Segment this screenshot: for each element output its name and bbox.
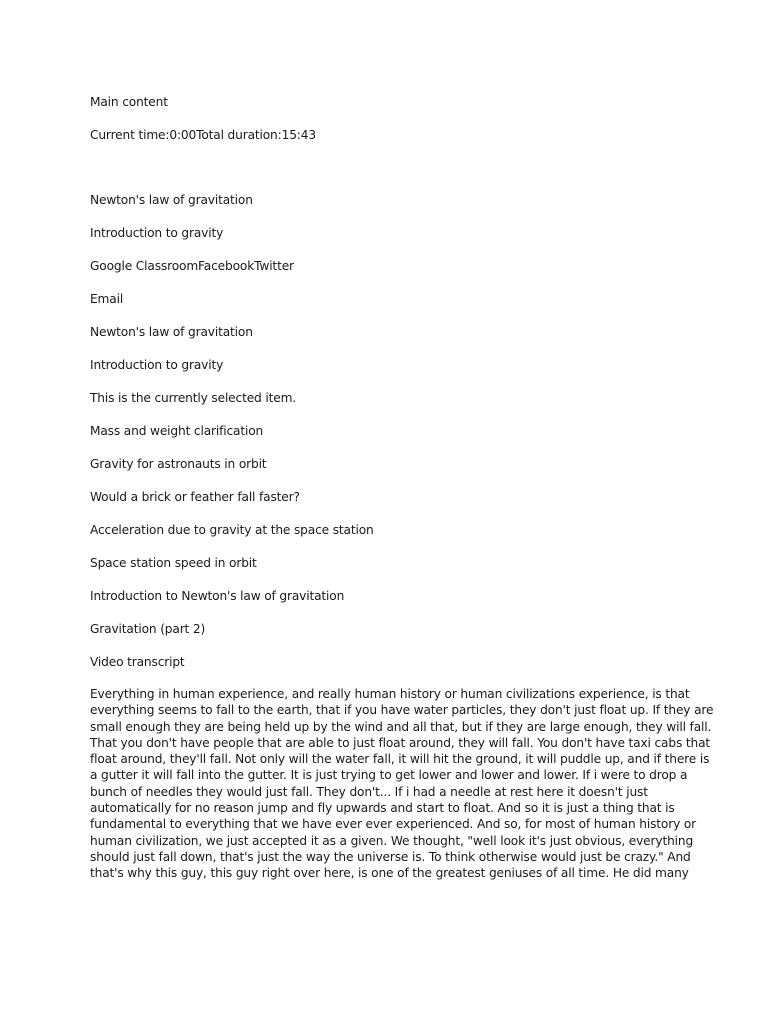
transcript-line: automatically for no reason jump and fly upwards and start to float. And so it is just a thing that is bbox=[90, 801, 675, 816]
transcript-line: human civilization, we just accepted it as a given. We thought, "well look it's just obvious, everything bbox=[90, 833, 694, 848]
playlist-item[interactable]: Newton's law of gravitation bbox=[90, 325, 253, 339]
transcript-line: fundamental to everything that we have ever ever experienced. And so, for most of human history or bbox=[90, 817, 697, 832]
transcript-line: a gutter it will fall into the gutter. It is just trying to get lower and lower and lower. If i were to drop a bbox=[90, 768, 688, 783]
transcript-line: everything seems to fall to the earth, that if you have water particles, they don't just float up. If they are bbox=[90, 703, 714, 718]
video-subtitle: Introduction to gravity bbox=[90, 226, 224, 240]
video-title: Newton's law of gravitation bbox=[90, 193, 253, 207]
share-links[interactable]: Google ClassroomFacebookTwitter bbox=[90, 259, 294, 273]
transcript-line: bunch of needles they would just fall. They don't... If i had a needle at rest here it doesn't just bbox=[90, 784, 648, 799]
transcript-line: float around, they'll fall. Not only will the water fall, it will hit the ground, it will puddle up, and if there is bbox=[90, 752, 710, 767]
playlist-item[interactable]: Acceleration due to gravity at the space station bbox=[90, 523, 374, 537]
player-time-readout: Current time:0:00Total duration:15:43 bbox=[90, 128, 316, 142]
playlist-item[interactable]: Gravity for astronauts in orbit bbox=[90, 457, 267, 471]
playlist-item[interactable]: Introduction to Newton's law of gravitation bbox=[90, 589, 345, 603]
transcript-line: should just fall down, that's just the way the universe is. To think otherwise would just be crazy." And bbox=[90, 849, 691, 864]
share-email-link[interactable]: Email bbox=[90, 292, 124, 306]
playlist-item[interactable]: Gravitation (part 2) bbox=[90, 622, 206, 636]
transcript-line: Everything in human experience, and really human history or human civilizations experience, is that bbox=[90, 687, 690, 701]
selected-item-note: This is the currently selected item. bbox=[90, 391, 297, 405]
transcript-line: that's why this guy, this guy right over here, is one of the greatest geniuses of all time. He did many bbox=[90, 866, 689, 881]
playlist-item[interactable]: Would a brick or feather fall faster? bbox=[90, 490, 300, 504]
main-content-link[interactable]: Main content bbox=[90, 95, 168, 109]
transcript-line: small enough they are being held up by the wind and all that, but if they are large enough, they will fall. bbox=[90, 719, 712, 734]
transcript-line: That you don't have people that are able to just float around, they will fall. You don't have taxi cabs that bbox=[90, 735, 711, 750]
playlist-item[interactable]: Introduction to gravity bbox=[90, 358, 224, 372]
transcript-body bbox=[90, 686, 714, 882]
playlist-item[interactable]: Mass and weight clarification bbox=[90, 424, 264, 438]
transcript-heading: Video transcript bbox=[90, 655, 185, 669]
playlist-item[interactable]: Space station speed in orbit bbox=[90, 556, 257, 570]
